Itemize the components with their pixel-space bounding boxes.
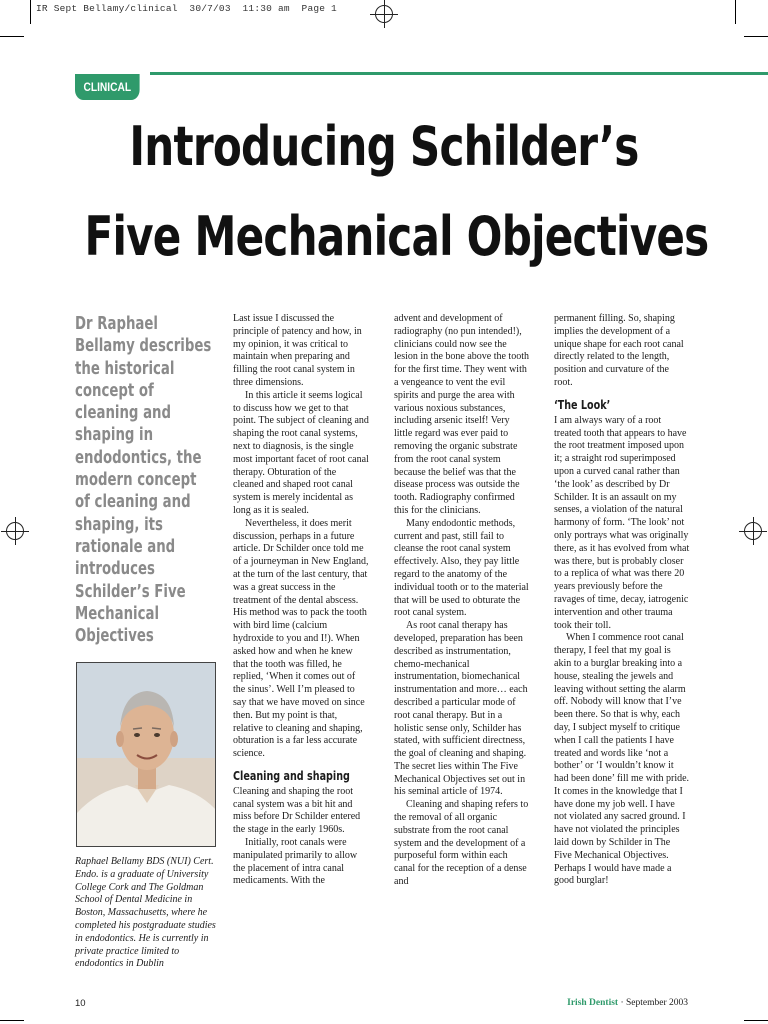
paragraph: As root canal therapy has developed, preparation has been described as instrumentation, chemo-mechanical instrumentation, biomechanical instrumentation and more… each described a particular mode of root canal therapy. But in a holistic sense only, Schilder has stated, with sufficient directness, the goal of cleaning and shaping. The secret lies within The Five Mechanical Objectives set out in his seminal article of 1974. <box>394 620 528 798</box>
crop-mark <box>744 1020 768 1021</box>
paragraph: Initially, root canals were manipulated primarily to allow the placement of intra canal medicaments. With the <box>233 837 358 887</box>
author-photo <box>76 662 216 847</box>
headline-line-2: Five Mechanical Objectives <box>84 205 709 268</box>
paragraph: I am always wary of a root treated tooth that appears to have the root treatment imposed upon it; a straight rod superimposed upon a curved canal rather than ‘the look’ as described by Dr Schilder. It is an assault on my senses, a violation of the natural harmony of form. ‘The look’ not only portrays what was originally there, as it has evolved from what was there, but is probably closer to a replica of what was there 20 years previously before the ravages of time, decay, iatrogenic intervention and other trauma took their toll. <box>554 414 690 631</box>
paragraph: Last issue I discussed the principle of patency and how, in my opinion, it was critical to maintain when preparing and filling the root canal system in three dimensions. <box>233 313 362 388</box>
crop-mark <box>744 36 768 37</box>
publication-name: Irish Dentist <box>567 998 619 1008</box>
photo-caption: Raphael Bellamy BDS (NUI) Cert. Endo. is a graduate of University College Cork and The Goldman School of Dental Medicine in Boston, Massachusetts, where he completed his postgraduate studies in endodontics. He is currently in private practice limited to endodontics in Dublin <box>75 856 216 970</box>
headline-line-1: Introducing Schilder’s <box>129 115 639 178</box>
crop-mark <box>0 1020 24 1021</box>
paragraph: Many endodontic methods, current and past, still fail to cleanse the root canal system effectively. Also, they pay little regard to the anatomy of the individual tooth or to the material that will be used to obturate the root canal system. <box>394 517 529 619</box>
paragraph: Cleaning and shaping refers to the removal of all organic substrate from the root canal system and the development of a purposeful form within each canal for the reception of a dense and <box>394 799 529 888</box>
registration-mark-icon <box>744 522 762 540</box>
body-column-1 <box>233 313 369 888</box>
publication-footer <box>567 998 688 1008</box>
issue-date: · September 2003 <box>620 998 688 1008</box>
paragraph: Nevertheless, it does merit discussion, perhaps in a future article. Dr Schilder once told me of a journeyman in New England, at the turn of the last century, that was a great success in the treatment of the dental abscess. His method was to pack the tooth with bird lime (calcium hydroxide to you and I!). When asked how and when he knew that the tooth was filled, he replied, ‘When it comes out of the sinus’. Well I’m pleased to say that we have moved on since then. But my point is that, relative to cleaning and shaping, obturation is a far less accurate science. <box>233 517 369 760</box>
paragraph: permanent filling. So, shaping implies the development of a unique shape for each root canal directly related to the length, position and curvature of the root. <box>554 313 684 388</box>
section-label: CLINICAL <box>75 74 140 100</box>
registration-mark-icon <box>375 5 393 23</box>
crop-mark <box>735 0 736 24</box>
paragraph: Cleaning and shaping the root canal system was a bit hit and miss before Dr Schilder entered the stage in the early 1960s. <box>233 785 361 836</box>
paragraph: When I commence root canal therapy, I feel that my goal is akin to a burglar breaking into a house, stealing the jewels and leaving without setting the alarm off. Nobody will know that I’ve been there. So that is why, each day, I subject myself to critique when I call the patients I have treated and words like ‘not a bother’ or ‘I wouldn’t know it had been done’ fill me with pride. It comes in the knowledge that I have done my job well. I have not violated any sacred ground. I have not violated the principles laid down by Schilder in The Five Mechanical Objectives. Perhaps I would have made a good burglar! <box>554 632 690 887</box>
paragraph: In this article it seems logical to discuss how we get to that point. The subject of cleaning and shaping the root canal systems, next to diagnosis, is the single most important facet of root canal therapy. Obturation of the cleaned and shaped root canal system is merely incidental as long as it is sealed. <box>233 389 369 516</box>
registration-mark-icon <box>6 522 24 540</box>
subheading: ‘The Look’ <box>554 397 611 412</box>
paragraph: advent and development of radiography (no pun intended!), clinicians could now see the lesion in the bone above the tooth for the first time. They went with a vengeance to vent the evil spirits and purge the area with various noxious substances, including arsenic itself! Very little regard was ever paid to removing the organic substrate from the root canal system because the belief was that the disease process was outside the tooth. Radiography confirmed this for the clinicians. <box>394 313 529 516</box>
subheading: Cleaning and shaping <box>233 768 350 783</box>
crop-mark <box>30 0 31 24</box>
standfirst: Dr Raphael Bellamy describes the historical concept of cleaning and shaping in endodontics, the modern concept of cleaning and shaping, its rationale and introduces Schilder’s Five Mechanical Objectives <box>75 314 212 647</box>
body-column-2 <box>394 313 530 889</box>
body-column-3 <box>554 313 690 888</box>
crop-mark <box>0 36 24 37</box>
print-slug: IR Sept Bellamy/clinical 30/7/03 11:30 am Page 1 <box>36 3 337 14</box>
section-rule <box>150 72 768 75</box>
author-portrait-icon <box>77 663 216 847</box>
page-number: 10 <box>75 998 86 1009</box>
